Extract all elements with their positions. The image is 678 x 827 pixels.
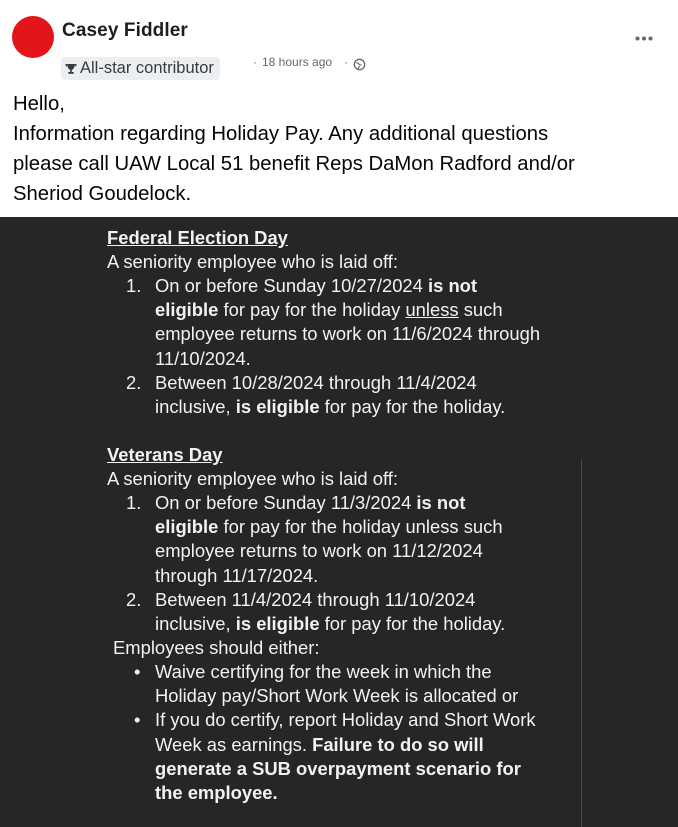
post-timestamp[interactable]: 18 hours ago bbox=[262, 55, 333, 69]
employees-intro: Employees should either: bbox=[113, 637, 320, 658]
list-item: 2. Between 11/4/2024 through 11/10/2024 inclusive, is eligible for pay for the holiday. bbox=[126, 588, 506, 635]
post-text-line: Information regarding Holiday Pay. Any additional questions bbox=[13, 123, 549, 145]
post-body bbox=[13, 89, 663, 209]
federal-list bbox=[107, 274, 540, 419]
federal-election-title: Federal Election Day bbox=[107, 227, 288, 248]
post-text-line: please call UAW Local 51 benefit Reps DaMon Radford and/or bbox=[13, 153, 575, 175]
meta-separator: · bbox=[253, 55, 257, 69]
veterans-intro: A seniority employee who is laid off: bbox=[107, 468, 398, 489]
veterans-list bbox=[107, 491, 505, 636]
contributor-badge[interactable] bbox=[61, 57, 220, 80]
author-name[interactable]: Casey Fiddler bbox=[62, 20, 188, 41]
avatar[interactable] bbox=[12, 16, 54, 58]
employees-list bbox=[107, 660, 536, 805]
list-item: • Waive certifying for the week in which the Holiday pay/Short Work Week is allocated or bbox=[134, 661, 519, 707]
list-item: 1. On or before Sunday 11/3/2024 is not eligible for pay for the holiday unless such employee returns to work on 11/12/2024 through 11/17/2024. bbox=[126, 492, 503, 586]
more-options-button[interactable] bbox=[630, 26, 658, 50]
list-item: 2. Between 10/28/2024 through 11/4/2024 inclusive, is eligible for pay for the holiday. bbox=[126, 371, 506, 418]
meta-separator: · bbox=[344, 55, 348, 69]
post-text-line: Hello, bbox=[13, 93, 65, 115]
list-item: 1. On or before Sunday 10/27/2024 is not eligible for pay for the holiday unless such employee returns to work on 11/6/2024 through 11/10/2024. bbox=[126, 275, 541, 369]
more-horizontal-icon bbox=[635, 36, 653, 41]
federal-intro: A seniority employee who is laid off: bbox=[107, 251, 398, 272]
list-item: • If you do certify, report Holiday and Short Work Week as earnings. Failure to do so will generate a SUB overpayment scenario for the employee. bbox=[134, 709, 536, 804]
attached-image[interactable] bbox=[0, 217, 678, 827]
document-edge bbox=[581, 459, 582, 827]
veterans-day-title: Veterans Day bbox=[107, 444, 223, 465]
badge-label: All-star contributor bbox=[80, 59, 214, 77]
post-text-line: Sheriod Goudelock. bbox=[13, 183, 192, 205]
globe-icon[interactable] bbox=[353, 58, 366, 71]
trophy-icon bbox=[65, 63, 77, 75]
